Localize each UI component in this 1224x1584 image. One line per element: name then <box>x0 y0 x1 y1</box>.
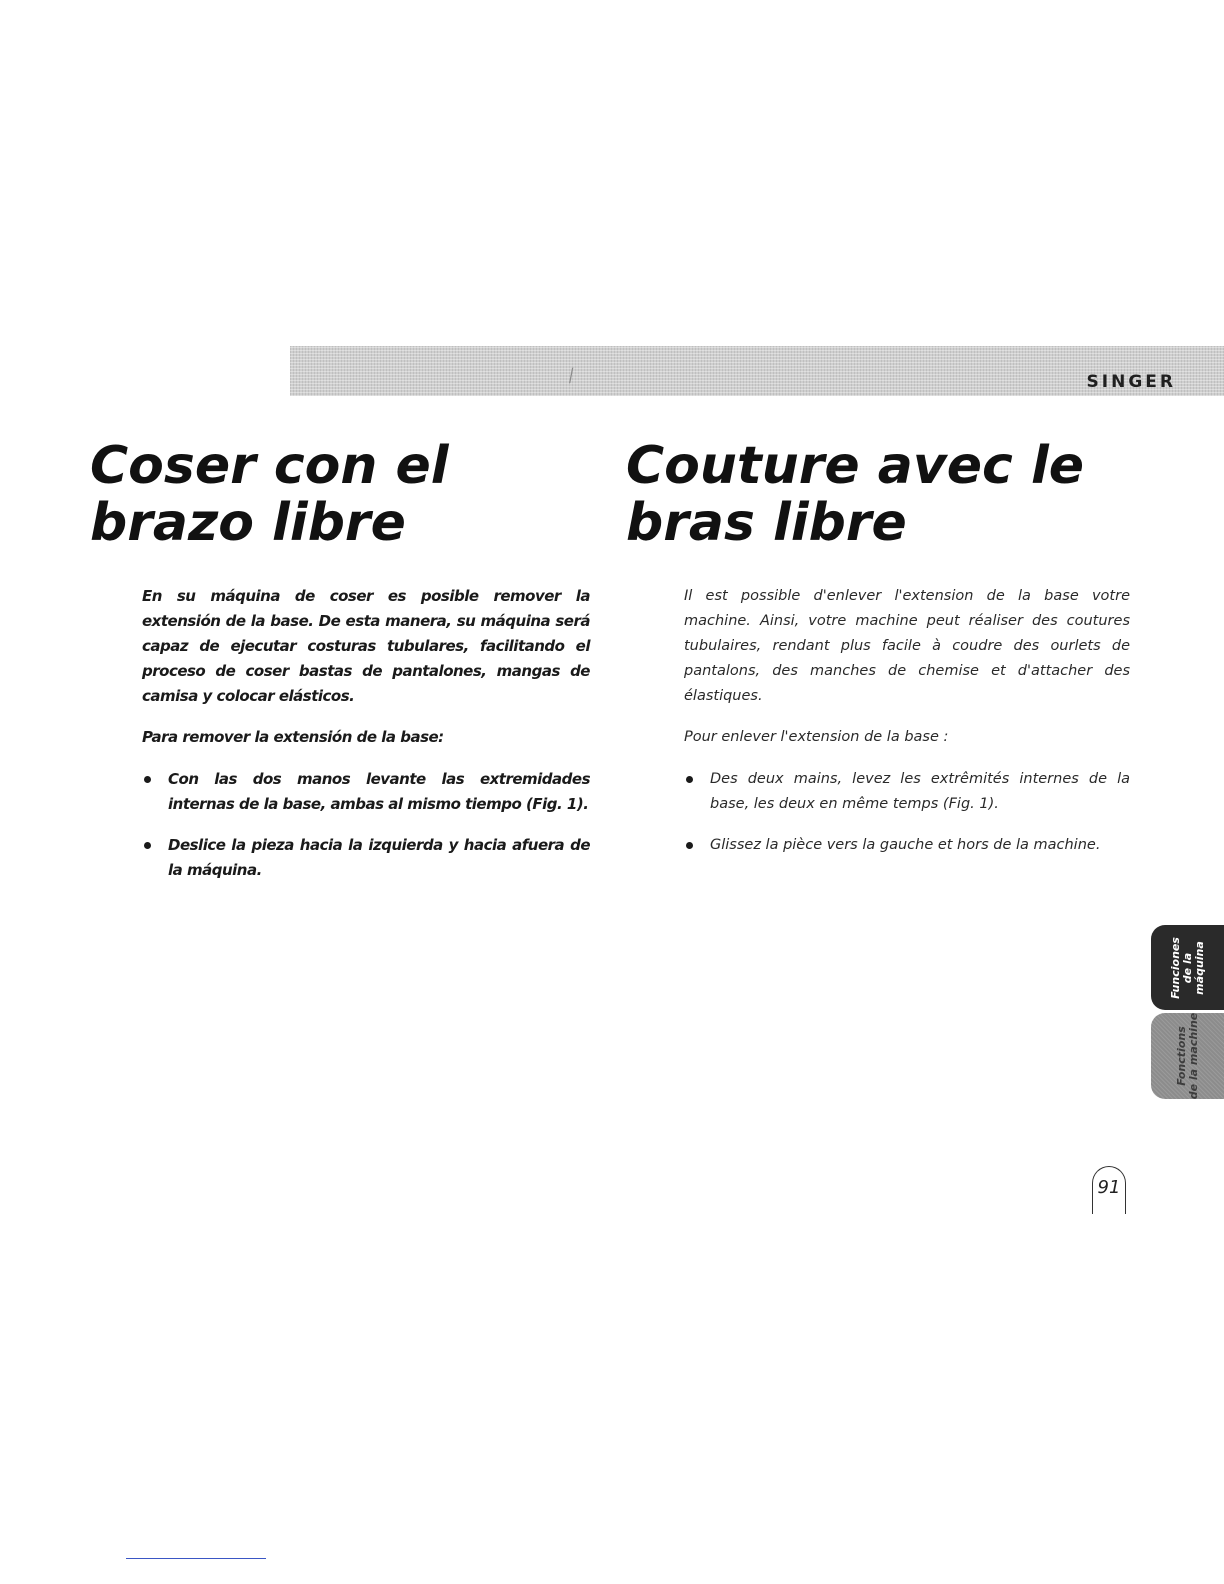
spanish-body <box>142 584 590 899</box>
tab-label-line: Fonctions <box>1174 1026 1188 1086</box>
tab-label-spanish <box>1170 937 1206 999</box>
list-item: Deslice la pieza hacia la izquierda y hacia afuera de la máquina. <box>142 833 590 883</box>
french-steps <box>684 767 1130 858</box>
tab-funciones-de-la-maquina[interactable] <box>1151 925 1224 1010</box>
header-band <box>290 346 1224 396</box>
tab-label-french <box>1176 1013 1200 1100</box>
list-item: Des deux mains, levez les extrêmités internes de la base, les deux en même temps (Fig. 1). <box>684 767 1130 817</box>
tab-label-line: de la <box>1180 952 1194 983</box>
spanish-column <box>90 436 590 879</box>
tab-label-line: máquina <box>1192 940 1206 995</box>
tab-label-line: Funciones <box>1168 936 1182 999</box>
list-item: Glissez la pièce vers la gauche et hors de la machine. <box>684 833 1130 858</box>
tab-fonctions-de-la-machine[interactable] <box>1151 1013 1224 1099</box>
footer-rule <box>126 1558 266 1559</box>
spanish-title-line-1: Coser con el <box>90 436 449 496</box>
french-title-line-2: bras libre <box>626 493 907 553</box>
french-body <box>684 584 1130 874</box>
spanish-intro: En su máquina de coser es posible remover la extensión de la base. De esta manera, su máquina será capaz de ejecutar costuras tubulares, facilitando el proceso de coser bastas de pantalones, mangas de camisa y colocar elásticos. <box>142 587 590 705</box>
french-subheading: Pour enlever l'extension de la base : <box>684 729 949 745</box>
brand-logo: SINGER <box>1086 372 1176 392</box>
list-item: Con las dos manos levante las extremidades internas de la base, ambas al mismo tiempo (Fig. 1). <box>142 767 590 817</box>
band-mark: ⁄ <box>566 366 577 387</box>
spanish-title-line-2: brazo libre <box>90 493 406 553</box>
spanish-subheading: Para remover la extensión de la base: <box>142 728 444 746</box>
french-title <box>626 438 1136 552</box>
french-title-line-1: Couture avec le <box>626 436 1085 496</box>
spanish-steps <box>142 767 590 883</box>
spanish-title <box>90 438 590 552</box>
tab-label-line: de la machine <box>1186 1012 1200 1100</box>
page-number: 91 <box>1092 1166 1126 1214</box>
french-column <box>626 436 1136 853</box>
french-intro: Il est possible d'enlever l'extension de la base votre machine. Ainsi, votre machine peut réaliser des coutures tubulaires, rendant plus facile à coudre des ourlets de pantalons, des manches de chemise et d'attacher des élastiques. <box>684 588 1130 704</box>
